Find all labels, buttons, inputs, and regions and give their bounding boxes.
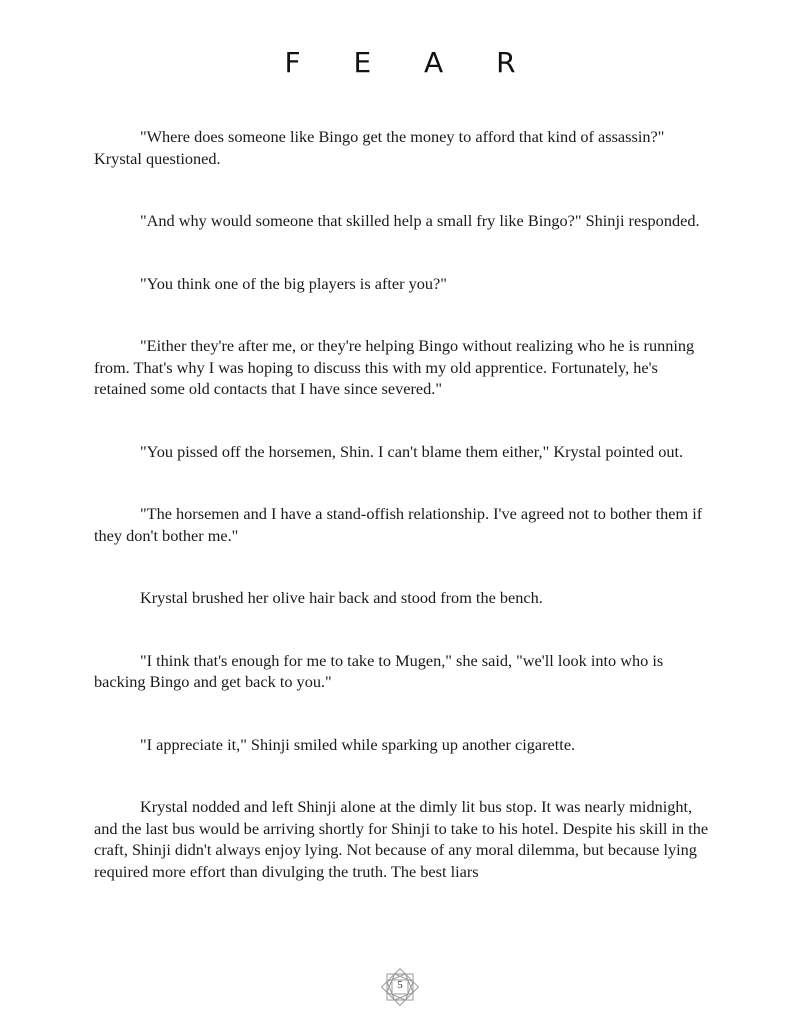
- body-text: [94, 126, 714, 882]
- paragraph: "I think that's enough for me to take to Mugen," she said, "we'll look into who is backing Bingo and get back to you.": [94, 650, 664, 691]
- paragraph: Krystal nodded and left Shinji alone at the dimly lit bus stop. It was nearly midnight, and the last bus would be arriving shortly for Shinji to take to his hotel. Despite his skill in the craft, Shinji didn't always enjoy lying. Not because of any moral dilemma, but because lying required more effort than divulging the truth. The best liars: [94, 797, 709, 881]
- paragraph: "You pissed off the horsemen, Shin. I can't blame them either," Krystal pointed out.: [140, 441, 684, 461]
- page-title: F E A R: [284, 46, 538, 79]
- paragraph: "Where does someone like Bingo get the money to afford that kind of assassin?" Krystal questioned.: [94, 127, 665, 168]
- paragraph: "You think one of the big players is after you?": [140, 273, 447, 293]
- page-number-badge: [379, 966, 421, 1008]
- paragraph: "The horsemen and I have a stand-offish relationship. I've agreed not to bother them if they don't bother me.": [94, 504, 703, 545]
- paragraph: "Either they're after me, or they're helping Bingo without realizing who he is running from. That's why I was hoping to discuss this with my old apprentice. Fortunately, he's retained some old contacts that I have since severed.": [94, 336, 695, 398]
- paragraph: Krystal brushed her olive hair back and stood from the bench.: [140, 588, 543, 607]
- paragraph: "I appreciate it," Shinji smiled while sparking up another cigarette.: [140, 734, 576, 754]
- page-number: 5: [397, 979, 403, 991]
- paragraph: "And why would someone that skilled help a small fry like Bingo?" Shinji responded.: [140, 211, 700, 230]
